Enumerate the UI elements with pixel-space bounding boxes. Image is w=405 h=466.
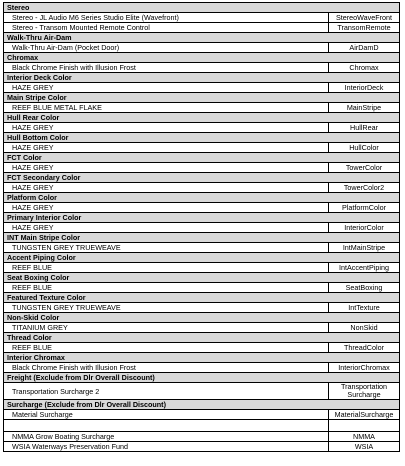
section-header <box>4 153 400 163</box>
section-title: Hull Rear Color <box>4 113 400 123</box>
option-code: IntTexture <box>329 303 400 313</box>
option-description: TUNGSTEN GREY TRUEWEAVE <box>4 303 329 313</box>
option-code: IntAccentPiping <box>329 263 400 273</box>
option-row <box>4 13 400 23</box>
option-code: PlatformColor <box>329 203 400 213</box>
section-title: FCT Color <box>4 153 400 163</box>
section-title: Surcharge (Exclude from Dlr Overall Discount) <box>4 400 400 410</box>
section-title: Accent Piping Color <box>4 253 400 263</box>
option-row <box>4 83 400 93</box>
option-code: InteriorChromax <box>329 363 400 373</box>
section-header <box>4 293 400 303</box>
section-header <box>4 193 400 203</box>
option-row <box>4 442 400 452</box>
section-header <box>4 313 400 323</box>
option-code: HullRear <box>329 123 400 133</box>
spacer-cell <box>329 420 400 432</box>
section-title: Freight (Exclude from Dlr Overall Discount) <box>4 373 400 383</box>
option-description: NMMA Grow Boating Surcharge <box>4 432 329 442</box>
section-header <box>4 3 400 13</box>
option-row <box>4 363 400 373</box>
option-code: ThreadColor <box>329 343 400 353</box>
option-code: IntMainStripe <box>329 243 400 253</box>
option-row <box>4 432 400 442</box>
section-header <box>4 273 400 283</box>
option-row <box>4 410 400 420</box>
option-code: SeatBoxing <box>329 283 400 293</box>
section-title: Thread Color <box>4 333 400 343</box>
section-title: Chromax <box>4 53 400 63</box>
option-code: HullColor <box>329 143 400 153</box>
option-row <box>4 283 400 293</box>
section-title: Interior Chromax <box>4 353 400 363</box>
option-code: Chromax <box>329 63 400 73</box>
option-code: WSIA <box>329 442 400 452</box>
option-code: TowerColor <box>329 163 400 173</box>
option-row <box>4 243 400 253</box>
option-description: Stereo - Transom Mounted Remote Control <box>4 23 329 33</box>
option-code: Transportation Surcharge <box>329 383 400 400</box>
options-table-body <box>4 3 400 452</box>
section-title: Platform Color <box>4 193 400 203</box>
option-sheet <box>3 2 399 452</box>
option-description: Material Surcharge <box>4 410 329 420</box>
section-title: FCT Secondary Color <box>4 173 400 183</box>
option-description: REEF BLUE <box>4 263 329 273</box>
option-row <box>4 303 400 313</box>
option-row <box>4 103 400 113</box>
option-code: TowerColor2 <box>329 183 400 193</box>
section-title: Non-Skid Color <box>4 313 400 323</box>
section-title: Primary Interior Color <box>4 213 400 223</box>
section-title: Hull Bottom Color <box>4 133 400 143</box>
option-row <box>4 343 400 353</box>
option-description: HAZE GREY <box>4 203 329 213</box>
section-title: Main Stripe Color <box>4 93 400 103</box>
section-header <box>4 113 400 123</box>
section-header <box>4 53 400 63</box>
option-description: HAZE GREY <box>4 163 329 173</box>
section-header <box>4 353 400 363</box>
options-table <box>3 2 400 452</box>
section-header <box>4 33 400 43</box>
section-header <box>4 173 400 183</box>
option-description: Stereo - JL Audio M6 Series Studio Elite (Wavefront) <box>4 13 329 23</box>
option-description: REEF BLUE METAL FLAKE <box>4 103 329 113</box>
option-code: NMMA <box>329 432 400 442</box>
section-title: Walk-Thru Air-Dam <box>4 33 400 43</box>
spacer-cell <box>4 420 329 432</box>
option-description: HAZE GREY <box>4 83 329 93</box>
option-row <box>4 263 400 273</box>
option-description: Black Chrome Finish with Illusion Frost <box>4 63 329 73</box>
option-description: HAZE GREY <box>4 123 329 133</box>
option-description: HAZE GREY <box>4 223 329 233</box>
option-description: REEF BLUE <box>4 343 329 353</box>
option-description: Walk-Thru Air-Dam (Pocket Door) <box>4 43 329 53</box>
section-header <box>4 373 400 383</box>
section-title: Featured Texture Color <box>4 293 400 303</box>
option-description: HAZE GREY <box>4 183 329 193</box>
section-title: Stereo <box>4 3 400 13</box>
option-description: REEF BLUE <box>4 283 329 293</box>
section-title: Interior Deck Color <box>4 73 400 83</box>
option-description: WSIA Waterways Preservation Fund <box>4 442 329 452</box>
option-code: StereoWaveFront <box>329 13 400 23</box>
section-header <box>4 133 400 143</box>
option-description: HAZE GREY <box>4 143 329 153</box>
section-header <box>4 253 400 263</box>
option-code: InteriorColor <box>329 223 400 233</box>
option-row <box>4 383 400 400</box>
option-row <box>4 163 400 173</box>
option-row <box>4 143 400 153</box>
section-title: Seat Boxing Color <box>4 273 400 283</box>
option-row <box>4 323 400 333</box>
section-header <box>4 333 400 343</box>
option-code: InteriorDeck <box>329 83 400 93</box>
option-code: NonSkid <box>329 323 400 333</box>
option-code: AirDamD <box>329 43 400 53</box>
option-row <box>4 43 400 53</box>
option-code: MainStripe <box>329 103 400 113</box>
section-header <box>4 400 400 410</box>
section-header <box>4 233 400 243</box>
section-title: INT Main Stripe Color <box>4 233 400 243</box>
option-row <box>4 183 400 193</box>
option-row <box>4 203 400 213</box>
option-code: TransomRemote <box>329 23 400 33</box>
section-header <box>4 213 400 223</box>
section-header <box>4 73 400 83</box>
option-description: TUNGSTEN GREY TRUEWEAVE <box>4 243 329 253</box>
option-description: Transportation Surcharge 2 <box>4 383 329 400</box>
option-row <box>4 23 400 33</box>
option-description: TITANIUM GREY <box>4 323 329 333</box>
option-description: Black Chrome Finish with Illusion Frost <box>4 363 329 373</box>
spacer-row <box>4 420 400 432</box>
option-row <box>4 63 400 73</box>
option-row <box>4 123 400 133</box>
option-row <box>4 223 400 233</box>
option-code: MaterialSurcharge <box>329 410 400 420</box>
section-header <box>4 93 400 103</box>
